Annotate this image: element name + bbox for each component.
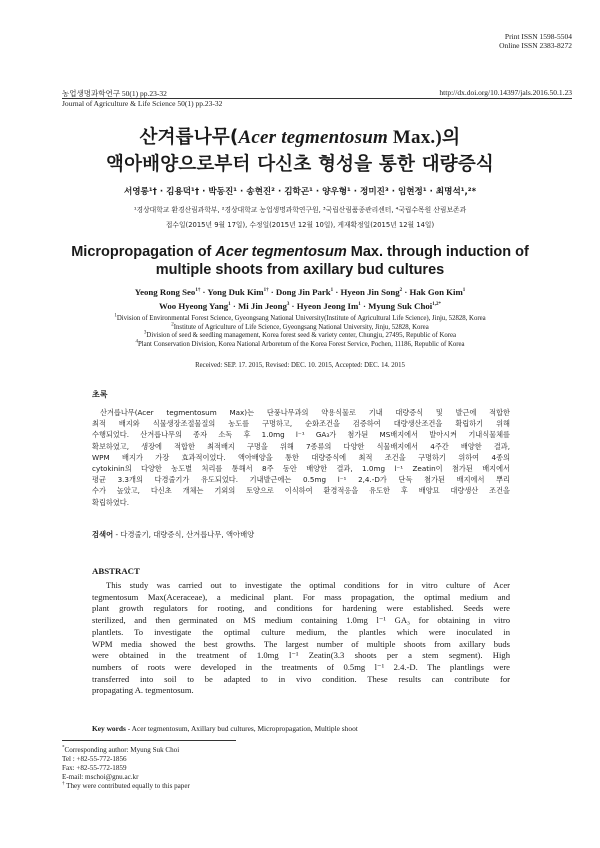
fn-equal: † They were contributed equally to this paper (62, 781, 190, 790)
authors-en-line1 (0, 285, 600, 299)
doi-link[interactable]: http://dx.doi.org/10.14397/jals.2016.50.1.23 (439, 88, 572, 97)
abstract-line: 수행되었다. 산겨릅나무의 종자 소독 후 1.0mg l⁻¹ GA₃가 첨가된 MS배지에서 발아시켜 기내식물체를 (92, 430, 510, 440)
abstract-line: plant growth regulators for rooting, and conditions for hardening were established. Seeds were (92, 603, 510, 614)
footnote-rule (62, 740, 236, 741)
author-name: Yeong Rong Seo (134, 287, 196, 297)
abstract-line: transferred into soil to be adapted to in vivo condition. These results can contribute for (92, 673, 510, 684)
abstract-line: 수가 높았고, 다신초 개체는 기외의 토양으로 이식하여 환경적응을 유도한 후 배양묘 대량생산 조건을 (92, 486, 510, 496)
affiliation-en-line: $^1$Division of Environmental Forest Science, Gyeongsang National University(Institute of Agricultural Life Science), Jinju, 52828, Korea (114, 313, 486, 322)
abstract-line: 평균 3.3개의 다경줄기가 유도되었다. 기내발근에는 0.5mg l⁻¹ 2,4.-D가 단독 첨가된 배지에서 뿌리 (92, 475, 510, 485)
issn-block (499, 32, 572, 50)
author-name: Woo Hyeong Yang (159, 301, 229, 311)
author-name: Dong Jin Park (275, 287, 331, 297)
author-affiliation-mark: 1 (462, 288, 466, 294)
title-ko (0, 126, 600, 177)
author-affiliation-mark: 1 (228, 302, 231, 308)
abstract-line: 확립하였다. (92, 497, 130, 507)
author-name: Hak Gon Kim (409, 287, 463, 297)
title-en-line2: multiple shoots from axillary bud cultures (155, 262, 445, 278)
abstract-line: WPM 배지가 가장 효과적이었다. 액아배양을 통한 대량증식에 최적 조건을 구명하기 위하여 4종의 (92, 452, 510, 462)
abstract-line: 최적 배지와 식물생장조절물질의 농도를 구명하고, 순화조건을 검증하여 대량생산조건을 확립하기 위해 (92, 419, 510, 429)
author-separator: · (230, 301, 238, 311)
journal-en: Journal of Agriculture & Life Science 50(1) pp.23-32 (62, 99, 223, 108)
author-separator: · (200, 287, 208, 297)
author-affiliation-mark: 1† (195, 288, 201, 294)
abstract-line: were obtained in the treatment of 1.0mg l⁻¹ Zeatin(3.3 shoots per a stem segment). High (92, 650, 510, 661)
title-en-line1: Micropropagation of Acer tegmentosum Max. through induction of (71, 244, 529, 260)
fn-tel: Tel : +82-55-772-1856 (62, 755, 127, 763)
abstract-line: plantlets. To investigate the optimal culture medium, the plantles which were inoculated in (92, 626, 510, 637)
fn-email[interactable]: E-mail: mschoi@gnu.ac.kr (62, 773, 139, 781)
author-name: Hyeon Jin Song (340, 287, 400, 297)
abstract-line: sterilized, and then germinated on MS medium containing 1.0mg l⁻¹ GA₃ for obtaining in vitro (92, 615, 510, 626)
fn-corresponding: *Corresponding author: Myung Suk Choi (62, 745, 180, 754)
abstract-ko-heading: 초록 (92, 390, 108, 399)
authors-ko: 서영롱¹† · 김용덕¹† · 박동진¹ · 송현진² · 김학곤¹ · 양우형¹ · 정미진³ · 임현정¹ · 최명석¹,²* (123, 187, 477, 197)
affiliation-en-line: $^3$Division of seed & seedling management, Korea forest seed & variety center, Chungju, 27495, Republic of Korea (143, 330, 457, 340)
authors-en (0, 285, 600, 313)
affiliation-en-line: $^4$Plant Conservation Division, Korea National Arboretum of the Korea Forest Service, Pochen, 11186, Republic of Korea (135, 339, 465, 348)
abstract-line: WPM media showed the best growths. The largest number of multiple shoots from axillary buds (92, 638, 510, 649)
abstract-ko-body (92, 407, 510, 508)
issn-print: Print ISSN 1598-5504 (504, 32, 572, 41)
abstract-line: This study was carried out to investigate the optimal conditions for in vitro culture of Acer (106, 580, 510, 590)
abstract-line: 확보하였고, 생장에 적합한 최적배지 구명을 위해 7종류의 다양한 식물배지에서 4주간 배양한 결과, (92, 441, 510, 451)
author-separator: · (333, 287, 341, 297)
affiliation-en-line: $^2$Institute of Agriculture of Life Science, Gyeongsang National University, Jinju, 52828, Korea (171, 322, 429, 331)
author-separator: · (289, 301, 297, 311)
author-name: Myung Suk Choi (368, 301, 433, 311)
abstract-line: propagating A. tegmentosum. (92, 685, 194, 696)
journal-ko: 농업생명과학연구 50(1) pp.23-32 (62, 89, 167, 98)
dates-ko: 접수일(2015년 9월 17일), 수정일(2015년 12월 10일), 게재확정일(2015년 12월 14일) (165, 221, 435, 229)
title-en (0, 243, 600, 279)
title-ko-line2: 액아배양으로부터 다신초 형성을 통한 대량증식 (106, 154, 494, 175)
abstract-line: 산겨릅나무(Acer tegmentosum Max)는 단풍나무과의 약용식물로 기내 대량증식 및 발근에 적합한 (100, 408, 510, 417)
authors-en-line2 (0, 299, 600, 313)
title-ko-line1: 산겨릅나무(Acer tegmentosum Max.)의 (139, 127, 461, 148)
author-separator: · (360, 301, 369, 311)
author-name: Mi Jin Jeong (237, 301, 287, 311)
author-separator: · (268, 287, 276, 297)
author-separator: · (402, 287, 410, 297)
author-affiliation-mark: 2 (399, 288, 403, 294)
author-affiliation-mark: 1 (330, 288, 334, 294)
author-name: Yong Duk Kim (207, 287, 264, 297)
author-affiliation-mark: 3 (286, 302, 290, 308)
abstract-en-body (92, 580, 510, 697)
abstract-line: cytokinin의 다양한 농도별 처리를 통해서 8주 동안 배양한 결과, 1.0mg l⁻¹ Zeatin이 첨가된 배지에서 (92, 464, 510, 474)
abstract-line: numbers of roots were developed in the treatments of 0.5mg l⁻¹ 2.4.-D. The plantlings were (92, 661, 510, 672)
author-affiliation-mark: 1 (358, 302, 361, 308)
affiliations-en (0, 315, 600, 349)
keywords-en: Key words - Acer tegmentosum, Axillary bud cultures, Micropropagation, Multiple shoot (92, 724, 358, 733)
keywords-ko: 검색어 - 다경줄기, 대량증식, 산겨릅나무, 액아배양 (92, 530, 255, 539)
author-affiliation-mark: 1,2* (432, 302, 441, 308)
abstract-line: tegmentosum Max(Aceraceae), a medicinal plant. For mass propagation, the optimal medium and (92, 591, 510, 602)
issn-online: Online ISSN 2383-8272 (499, 41, 572, 50)
author-name: Hyeon Jeong Im (296, 301, 359, 311)
affiliations-ko: ¹경상대학교 환경산림과학부, ²경상대학교 농업생명과학연구원, ³국립산림품종관리센터, ⁴국립수목원 산림보존과 (133, 206, 467, 214)
footnotes (62, 746, 190, 791)
abstract-en-heading: ABSTRACT (92, 566, 140, 576)
fn-fax: Fax: +82-55-772-1859 (62, 764, 127, 772)
dates-en: Received: SEP. 17. 2015, Revised: DEC. 10. 2015, Accepted: DEC. 14. 2015 (195, 362, 405, 369)
author-affiliation-mark: 1† (263, 288, 269, 294)
